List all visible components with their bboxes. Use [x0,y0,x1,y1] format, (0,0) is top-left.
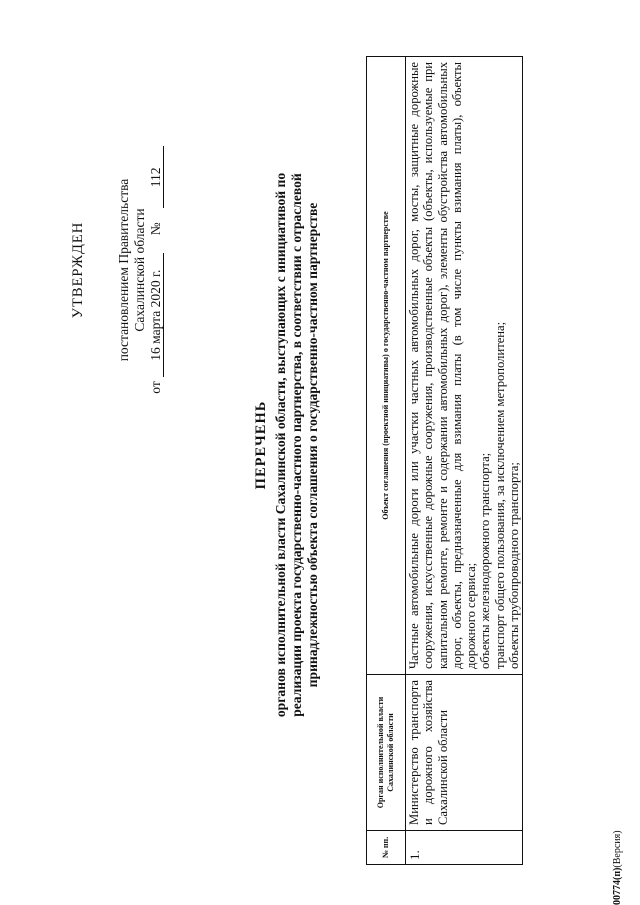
ppp-table [366,56,523,865]
document-heading [253,125,321,765]
document-code: 00774(п) [612,867,623,905]
row-number: 1. [406,831,523,865]
table-row [406,57,523,865]
date-prefix: от [148,381,163,394]
object-item: объекты трубопроводного транспорта; [507,462,522,669]
object-item: объекты железнодорожного транспорта; [478,452,493,669]
column-header-organ: Орган исполнительной власти Сахалинской области [367,675,406,831]
subtitle-line: реализации проекта государственно-частного партнерства, в соответствии с отраслевой [289,173,304,717]
object-item: Частные автомобильные дороги или участки частных автомобильных дорог, мосты, защитные дорожные сооружения, искусственные дорожные сооружения, производственные объекты (объекты, используемые при капитальном ремонте, ремонте и содержании автомобильных дорог), элементы обустройства автомобильных дорог, объекты, предназначенные для взимания платы (в том числе пункты взимания платы), объекты дорожного сервиса; [407,62,479,669]
column-header-object: Объект соглашения (проектной инициативы) о государственно-частном партнерстве [367,57,406,675]
object-item: транспорт общего пользования, за исключением метрополитена; [492,321,507,669]
subtitle-line: принадлежностью объекта соглашения о государственно-частном партнерстве [305,202,320,688]
organ-cell: Министерство транспорта и дорожного хозяйства Сахалинской области [406,675,523,831]
subtitle-line: органов исполнительной власти Сахалинской области, выступающих с инициативой по [273,172,288,718]
document-title: ПЕРЕЧЕНЬ [253,400,269,490]
column-header-num: № пп. [367,831,406,865]
object-cell [406,57,523,675]
approval-number: 112 [149,146,164,208]
approval-line-2: Сахалинской области [132,208,147,332]
footer-code [612,830,623,905]
table-header-row [367,57,406,865]
document-version: (Версия) [612,830,623,868]
approval-heading: УТВЕРЖДЕН [70,221,86,319]
number-sign: № [148,222,163,236]
approval-date-line [148,105,164,435]
approval-line-1: постановлением Правительства [116,178,131,362]
approval-stamp [70,105,164,435]
approval-date: 16 марта 2020 г. [149,253,164,377]
